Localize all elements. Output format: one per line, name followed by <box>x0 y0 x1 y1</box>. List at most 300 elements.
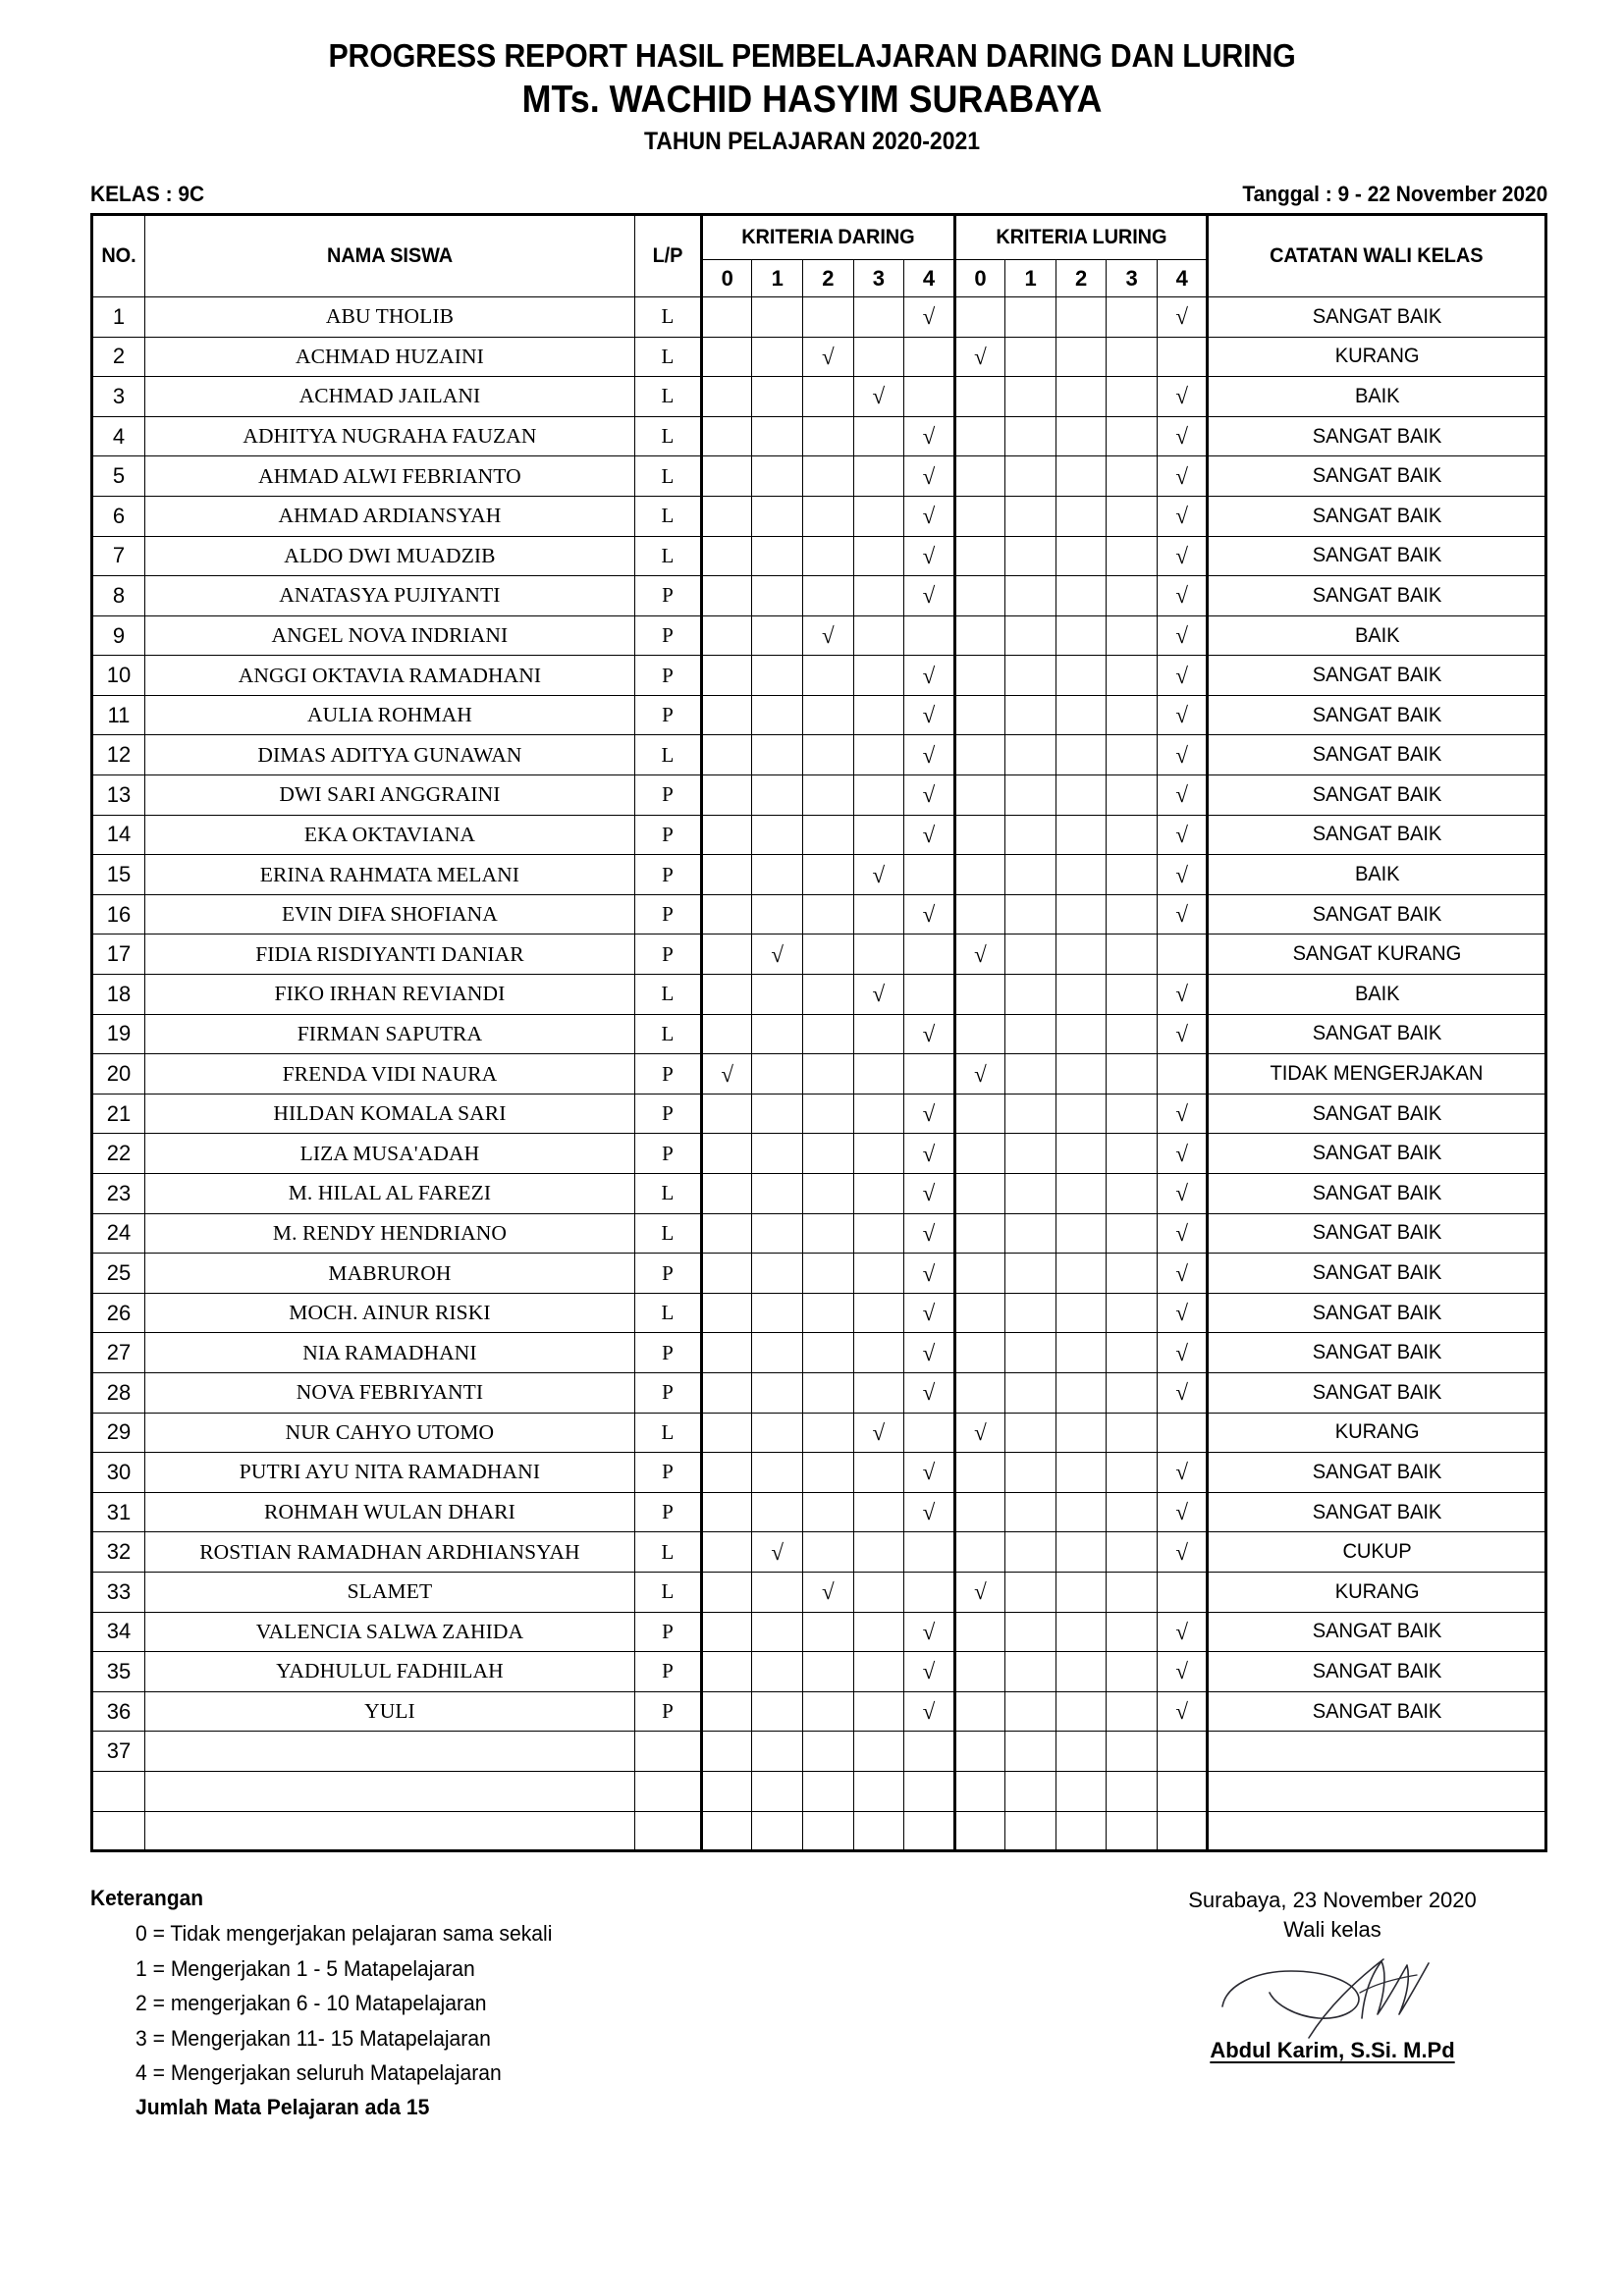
cell-luring-0[interactable]: √ <box>954 337 1005 377</box>
table-row[interactable] <box>92 615 1546 656</box>
cell-daring-4[interactable]: √ <box>904 496 955 536</box>
cell-daring-0[interactable] <box>701 576 752 616</box>
cell-daring-3[interactable] <box>853 1293 904 1333</box>
cell-daring-4[interactable] <box>904 855 955 895</box>
table-row[interactable] <box>92 1612 1546 1652</box>
cell-daring-3[interactable] <box>853 695 904 735</box>
cell-luring-2[interactable] <box>1056 1333 1107 1373</box>
cell-daring-3[interactable] <box>853 1652 904 1692</box>
cell-luring-4[interactable]: √ <box>1157 1293 1208 1333</box>
cell-luring-4[interactable] <box>1157 1771 1208 1811</box>
cell-luring-2[interactable] <box>1056 416 1107 456</box>
cell-daring-4[interactable] <box>904 1732 955 1772</box>
cell-luring-4[interactable]: √ <box>1157 1213 1208 1254</box>
cell-daring-2[interactable] <box>803 1492 854 1532</box>
cell-luring-0[interactable] <box>954 1134 1005 1174</box>
cell-luring-3[interactable] <box>1107 1293 1158 1333</box>
table-row[interactable] <box>92 1254 1546 1294</box>
cell-luring-4[interactable]: √ <box>1157 1333 1208 1373</box>
cell-luring-0[interactable] <box>954 1732 1005 1772</box>
cell-daring-3[interactable] <box>853 1572 904 1612</box>
cell-luring-4[interactable]: √ <box>1157 1372 1208 1413</box>
cell-daring-0[interactable] <box>701 775 752 816</box>
cell-daring-3[interactable]: √ <box>853 377 904 417</box>
cell-daring-4[interactable] <box>904 377 955 417</box>
cell-luring-0[interactable] <box>954 1333 1005 1373</box>
cell-daring-4[interactable]: √ <box>904 1691 955 1732</box>
cell-luring-3[interactable] <box>1107 496 1158 536</box>
cell-daring-0[interactable] <box>701 1572 752 1612</box>
cell-luring-3[interactable] <box>1107 1213 1158 1254</box>
cell-luring-3[interactable] <box>1107 855 1158 895</box>
cell-luring-2[interactable] <box>1056 615 1107 656</box>
cell-daring-1[interactable] <box>752 1333 803 1373</box>
cell-daring-0[interactable] <box>701 337 752 377</box>
cell-luring-4[interactable]: √ <box>1157 1254 1208 1294</box>
cell-daring-0[interactable] <box>701 1372 752 1413</box>
cell-luring-1[interactable] <box>1005 1652 1056 1692</box>
cell-daring-0[interactable] <box>701 975 752 1015</box>
cell-luring-3[interactable] <box>1107 735 1158 775</box>
table-row[interactable] <box>92 1492 1546 1532</box>
cell-luring-1[interactable] <box>1005 337 1056 377</box>
cell-daring-1[interactable] <box>752 1134 803 1174</box>
cell-daring-3[interactable] <box>853 1453 904 1493</box>
cell-luring-2[interactable] <box>1056 1453 1107 1493</box>
cell-luring-1[interactable] <box>1005 1213 1056 1254</box>
cell-daring-0[interactable] <box>701 815 752 855</box>
cell-daring-1[interactable] <box>752 656 803 696</box>
cell-daring-4[interactable]: √ <box>904 775 955 816</box>
cell-luring-1[interactable] <box>1005 1811 1056 1851</box>
cell-daring-1[interactable] <box>752 416 803 456</box>
cell-daring-3[interactable] <box>853 1094 904 1134</box>
cell-luring-2[interactable] <box>1056 576 1107 616</box>
cell-daring-2[interactable] <box>803 1612 854 1652</box>
cell-daring-3[interactable] <box>853 1134 904 1174</box>
cell-luring-2[interactable] <box>1056 337 1107 377</box>
cell-daring-0[interactable] <box>701 894 752 934</box>
cell-daring-3[interactable] <box>853 615 904 656</box>
cell-daring-4[interactable] <box>904 1532 955 1573</box>
table-row[interactable] <box>92 735 1546 775</box>
cell-luring-0[interactable] <box>954 1532 1005 1573</box>
cell-daring-2[interactable] <box>803 1054 854 1095</box>
cell-daring-4[interactable]: √ <box>904 1213 955 1254</box>
table-row[interactable] <box>92 1094 1546 1134</box>
cell-daring-4[interactable] <box>904 337 955 377</box>
cell-luring-0[interactable] <box>954 855 1005 895</box>
cell-daring-3[interactable]: √ <box>853 855 904 895</box>
table-row[interactable] <box>92 1293 1546 1333</box>
cell-luring-2[interactable] <box>1056 1572 1107 1612</box>
table-row[interactable] <box>92 1811 1546 1851</box>
cell-daring-2[interactable] <box>803 1732 854 1772</box>
cell-luring-3[interactable] <box>1107 1254 1158 1294</box>
cell-daring-4[interactable]: √ <box>904 894 955 934</box>
cell-luring-0[interactable]: √ <box>954 1413 1005 1453</box>
cell-luring-0[interactable] <box>954 1612 1005 1652</box>
table-row[interactable] <box>92 1213 1546 1254</box>
table-row[interactable] <box>92 296 1546 337</box>
cell-daring-2[interactable] <box>803 934 854 975</box>
cell-daring-3[interactable] <box>853 775 904 816</box>
cell-daring-4[interactable]: √ <box>904 1134 955 1174</box>
cell-luring-1[interactable] <box>1005 1453 1056 1493</box>
cell-luring-3[interactable] <box>1107 1811 1158 1851</box>
cell-daring-1[interactable] <box>752 1691 803 1732</box>
cell-luring-1[interactable] <box>1005 1293 1056 1333</box>
cell-luring-4[interactable]: √ <box>1157 456 1208 497</box>
cell-daring-2[interactable] <box>803 1293 854 1333</box>
cell-luring-3[interactable] <box>1107 1134 1158 1174</box>
cell-daring-2[interactable]: √ <box>803 1572 854 1612</box>
cell-daring-3[interactable] <box>853 337 904 377</box>
cell-daring-1[interactable] <box>752 1372 803 1413</box>
cell-luring-3[interactable] <box>1107 934 1158 975</box>
cell-daring-4[interactable]: √ <box>904 1094 955 1134</box>
cell-daring-0[interactable] <box>701 496 752 536</box>
cell-luring-2[interactable] <box>1056 894 1107 934</box>
cell-daring-0[interactable] <box>701 1532 752 1573</box>
table-row[interactable] <box>92 695 1546 735</box>
cell-daring-2[interactable] <box>803 1453 854 1493</box>
cell-luring-3[interactable] <box>1107 695 1158 735</box>
table-row[interactable] <box>92 975 1546 1015</box>
cell-daring-0[interactable] <box>701 1254 752 1294</box>
cell-daring-1[interactable] <box>752 735 803 775</box>
cell-daring-3[interactable] <box>853 1054 904 1095</box>
cell-daring-3[interactable] <box>853 1254 904 1294</box>
table-row[interactable] <box>92 416 1546 456</box>
table-row[interactable] <box>92 1372 1546 1413</box>
cell-daring-3[interactable] <box>853 1612 904 1652</box>
cell-daring-4[interactable]: √ <box>904 656 955 696</box>
cell-luring-3[interactable] <box>1107 1572 1158 1612</box>
cell-luring-0[interactable] <box>954 377 1005 417</box>
table-row[interactable] <box>92 1732 1546 1772</box>
cell-luring-1[interactable] <box>1005 1134 1056 1174</box>
cell-luring-4[interactable]: √ <box>1157 1691 1208 1732</box>
cell-luring-0[interactable] <box>954 296 1005 337</box>
cell-daring-4[interactable]: √ <box>904 416 955 456</box>
cell-daring-2[interactable] <box>803 1771 854 1811</box>
cell-luring-4[interactable]: √ <box>1157 496 1208 536</box>
cell-luring-4[interactable]: √ <box>1157 1134 1208 1174</box>
cell-luring-3[interactable] <box>1107 1333 1158 1373</box>
cell-luring-3[interactable] <box>1107 975 1158 1015</box>
cell-luring-1[interactable] <box>1005 934 1056 975</box>
cell-daring-2[interactable]: √ <box>803 337 854 377</box>
cell-luring-2[interactable] <box>1056 1254 1107 1294</box>
cell-luring-3[interactable] <box>1107 775 1158 816</box>
cell-daring-0[interactable] <box>701 1612 752 1652</box>
cell-luring-1[interactable] <box>1005 775 1056 816</box>
cell-daring-4[interactable]: √ <box>904 695 955 735</box>
cell-daring-1[interactable] <box>752 1771 803 1811</box>
cell-daring-3[interactable] <box>853 934 904 975</box>
cell-daring-1[interactable] <box>752 377 803 417</box>
cell-luring-4[interactable] <box>1157 337 1208 377</box>
cell-daring-2[interactable] <box>803 735 854 775</box>
cell-luring-1[interactable] <box>1005 1054 1056 1095</box>
cell-luring-1[interactable] <box>1005 1492 1056 1532</box>
cell-daring-2[interactable] <box>803 1333 854 1373</box>
table-row[interactable] <box>92 1413 1546 1453</box>
cell-luring-2[interactable] <box>1056 695 1107 735</box>
cell-daring-3[interactable] <box>853 1174 904 1214</box>
cell-luring-3[interactable] <box>1107 615 1158 656</box>
cell-daring-2[interactable] <box>803 855 854 895</box>
table-row[interactable] <box>92 1014 1546 1054</box>
cell-luring-4[interactable] <box>1157 1054 1208 1095</box>
cell-luring-2[interactable] <box>1056 1732 1107 1772</box>
table-row[interactable] <box>92 656 1546 696</box>
table-row[interactable] <box>92 496 1546 536</box>
cell-daring-1[interactable] <box>752 1174 803 1214</box>
cell-luring-1[interactable] <box>1005 1612 1056 1652</box>
cell-luring-0[interactable] <box>954 894 1005 934</box>
cell-luring-3[interactable] <box>1107 1652 1158 1692</box>
cell-daring-1[interactable] <box>752 1094 803 1134</box>
table-row[interactable] <box>92 1174 1546 1214</box>
cell-daring-4[interactable] <box>904 615 955 656</box>
table-row[interactable] <box>92 1333 1546 1373</box>
cell-luring-0[interactable] <box>954 1691 1005 1732</box>
cell-daring-1[interactable] <box>752 576 803 616</box>
cell-luring-0[interactable] <box>954 496 1005 536</box>
cell-luring-1[interactable] <box>1005 1014 1056 1054</box>
cell-luring-0[interactable] <box>954 1492 1005 1532</box>
cell-luring-1[interactable] <box>1005 1572 1056 1612</box>
cell-luring-0[interactable] <box>954 1094 1005 1134</box>
cell-luring-3[interactable] <box>1107 1453 1158 1493</box>
cell-luring-1[interactable] <box>1005 456 1056 497</box>
cell-luring-2[interactable] <box>1056 1213 1107 1254</box>
cell-daring-0[interactable] <box>701 456 752 497</box>
cell-daring-4[interactable]: √ <box>904 1492 955 1532</box>
cell-luring-0[interactable] <box>954 975 1005 1015</box>
table-row[interactable] <box>92 934 1546 975</box>
cell-daring-3[interactable] <box>853 1492 904 1532</box>
cell-luring-4[interactable]: √ <box>1157 416 1208 456</box>
cell-luring-2[interactable] <box>1056 1532 1107 1573</box>
cell-luring-4[interactable]: √ <box>1157 1174 1208 1214</box>
cell-daring-0[interactable]: √ <box>701 1054 752 1095</box>
cell-daring-1[interactable] <box>752 536 803 576</box>
cell-luring-4[interactable] <box>1157 1572 1208 1612</box>
cell-daring-4[interactable]: √ <box>904 1293 955 1333</box>
cell-daring-0[interactable] <box>701 1213 752 1254</box>
cell-luring-1[interactable] <box>1005 1174 1056 1214</box>
cell-daring-1[interactable] <box>752 1492 803 1532</box>
cell-daring-0[interactable] <box>701 1333 752 1373</box>
cell-luring-1[interactable] <box>1005 576 1056 616</box>
cell-daring-3[interactable] <box>853 576 904 616</box>
cell-daring-0[interactable] <box>701 1174 752 1214</box>
cell-luring-1[interactable] <box>1005 656 1056 696</box>
cell-daring-2[interactable] <box>803 775 854 816</box>
cell-luring-0[interactable] <box>954 1293 1005 1333</box>
cell-luring-0[interactable] <box>954 775 1005 816</box>
cell-luring-4[interactable]: √ <box>1157 1492 1208 1532</box>
table-row[interactable] <box>92 815 1546 855</box>
cell-luring-1[interactable] <box>1005 1333 1056 1373</box>
cell-luring-2[interactable] <box>1056 1372 1107 1413</box>
cell-luring-2[interactable] <box>1056 775 1107 816</box>
cell-luring-4[interactable]: √ <box>1157 1612 1208 1652</box>
cell-daring-1[interactable] <box>752 337 803 377</box>
cell-luring-1[interactable] <box>1005 1094 1056 1134</box>
cell-luring-0[interactable] <box>954 1174 1005 1214</box>
cell-luring-1[interactable] <box>1005 855 1056 895</box>
cell-daring-0[interactable] <box>701 1771 752 1811</box>
cell-daring-1[interactable] <box>752 1413 803 1453</box>
cell-daring-2[interactable] <box>803 296 854 337</box>
cell-daring-0[interactable] <box>701 695 752 735</box>
cell-luring-3[interactable] <box>1107 1771 1158 1811</box>
cell-daring-3[interactable] <box>853 1691 904 1732</box>
cell-daring-3[interactable] <box>853 1213 904 1254</box>
cell-daring-1[interactable] <box>752 975 803 1015</box>
cell-luring-0[interactable] <box>954 615 1005 656</box>
cell-daring-2[interactable] <box>803 656 854 696</box>
cell-daring-1[interactable] <box>752 855 803 895</box>
cell-luring-4[interactable] <box>1157 1732 1208 1772</box>
cell-luring-4[interactable]: √ <box>1157 1453 1208 1493</box>
cell-daring-2[interactable] <box>803 1652 854 1692</box>
cell-daring-0[interactable] <box>701 1293 752 1333</box>
cell-luring-0[interactable] <box>954 416 1005 456</box>
cell-daring-4[interactable]: √ <box>904 1014 955 1054</box>
cell-luring-3[interactable] <box>1107 1532 1158 1573</box>
cell-luring-4[interactable]: √ <box>1157 815 1208 855</box>
cell-daring-0[interactable] <box>701 1413 752 1453</box>
cell-daring-1[interactable] <box>752 296 803 337</box>
cell-luring-2[interactable] <box>1056 1014 1107 1054</box>
cell-daring-3[interactable] <box>853 1014 904 1054</box>
cell-luring-2[interactable] <box>1056 855 1107 895</box>
cell-luring-0[interactable] <box>954 1254 1005 1294</box>
cell-luring-1[interactable] <box>1005 496 1056 536</box>
cell-daring-0[interactable] <box>701 656 752 696</box>
cell-daring-1[interactable] <box>752 894 803 934</box>
cell-daring-2[interactable] <box>803 695 854 735</box>
cell-luring-0[interactable] <box>954 1652 1005 1692</box>
cell-luring-1[interactable] <box>1005 416 1056 456</box>
cell-luring-4[interactable]: √ <box>1157 615 1208 656</box>
cell-daring-1[interactable] <box>752 1572 803 1612</box>
cell-luring-3[interactable] <box>1107 1732 1158 1772</box>
cell-daring-3[interactable] <box>853 1532 904 1573</box>
cell-daring-2[interactable] <box>803 1094 854 1134</box>
cell-luring-3[interactable] <box>1107 1054 1158 1095</box>
cell-daring-3[interactable] <box>853 656 904 696</box>
cell-daring-1[interactable] <box>752 456 803 497</box>
cell-daring-4[interactable]: √ <box>904 1333 955 1373</box>
cell-luring-1[interactable] <box>1005 735 1056 775</box>
table-row[interactable] <box>92 1691 1546 1732</box>
cell-daring-4[interactable]: √ <box>904 1174 955 1214</box>
cell-luring-3[interactable] <box>1107 815 1158 855</box>
cell-luring-2[interactable] <box>1056 377 1107 417</box>
cell-luring-1[interactable] <box>1005 615 1056 656</box>
cell-daring-2[interactable] <box>803 416 854 456</box>
cell-daring-2[interactable] <box>803 456 854 497</box>
cell-daring-3[interactable] <box>853 416 904 456</box>
cell-daring-1[interactable] <box>752 1054 803 1095</box>
cell-luring-4[interactable]: √ <box>1157 855 1208 895</box>
cell-luring-1[interactable] <box>1005 377 1056 417</box>
cell-daring-1[interactable] <box>752 1213 803 1254</box>
cell-daring-4[interactable] <box>904 1771 955 1811</box>
table-row[interactable] <box>92 456 1546 497</box>
cell-daring-4[interactable]: √ <box>904 576 955 616</box>
cell-luring-4[interactable]: √ <box>1157 377 1208 417</box>
cell-daring-4[interactable]: √ <box>904 1612 955 1652</box>
cell-luring-0[interactable] <box>954 1213 1005 1254</box>
cell-daring-2[interactable] <box>803 576 854 616</box>
cell-daring-2[interactable] <box>803 377 854 417</box>
cell-luring-4[interactable] <box>1157 934 1208 975</box>
table-row[interactable] <box>92 1652 1546 1692</box>
cell-daring-4[interactable]: √ <box>904 456 955 497</box>
cell-daring-1[interactable] <box>752 1014 803 1054</box>
cell-daring-3[interactable] <box>853 536 904 576</box>
cell-luring-0[interactable]: √ <box>954 1572 1005 1612</box>
table-row[interactable] <box>92 1134 1546 1174</box>
cell-luring-0[interactable] <box>954 735 1005 775</box>
cell-luring-4[interactable]: √ <box>1157 1652 1208 1692</box>
cell-daring-4[interactable]: √ <box>904 815 955 855</box>
cell-luring-2[interactable] <box>1056 1054 1107 1095</box>
cell-daring-0[interactable] <box>701 1492 752 1532</box>
cell-luring-2[interactable] <box>1056 1293 1107 1333</box>
cell-luring-4[interactable]: √ <box>1157 296 1208 337</box>
table-row[interactable] <box>92 337 1546 377</box>
cell-daring-2[interactable] <box>803 496 854 536</box>
cell-daring-1[interactable] <box>752 615 803 656</box>
cell-luring-3[interactable] <box>1107 1413 1158 1453</box>
cell-daring-4[interactable]: √ <box>904 1453 955 1493</box>
cell-daring-0[interactable] <box>701 296 752 337</box>
cell-luring-2[interactable] <box>1056 934 1107 975</box>
cell-daring-2[interactable] <box>803 1213 854 1254</box>
cell-daring-0[interactable] <box>701 1691 752 1732</box>
cell-luring-3[interactable] <box>1107 377 1158 417</box>
cell-luring-1[interactable] <box>1005 975 1056 1015</box>
cell-luring-4[interactable]: √ <box>1157 1532 1208 1573</box>
cell-daring-0[interactable] <box>701 934 752 975</box>
cell-luring-3[interactable] <box>1107 456 1158 497</box>
table-row[interactable] <box>92 775 1546 816</box>
cell-daring-2[interactable] <box>803 1691 854 1732</box>
cell-daring-0[interactable] <box>701 855 752 895</box>
cell-luring-3[interactable] <box>1107 1372 1158 1413</box>
cell-luring-0[interactable] <box>954 576 1005 616</box>
cell-daring-0[interactable] <box>701 1811 752 1851</box>
cell-luring-4[interactable]: √ <box>1157 576 1208 616</box>
table-row[interactable] <box>92 1453 1546 1493</box>
cell-daring-2[interactable] <box>803 1174 854 1214</box>
cell-luring-3[interactable] <box>1107 1014 1158 1054</box>
cell-luring-0[interactable] <box>954 1811 1005 1851</box>
cell-luring-1[interactable] <box>1005 695 1056 735</box>
cell-daring-2[interactable] <box>803 894 854 934</box>
cell-daring-4[interactable] <box>904 1811 955 1851</box>
cell-luring-2[interactable] <box>1056 536 1107 576</box>
cell-luring-3[interactable] <box>1107 576 1158 616</box>
